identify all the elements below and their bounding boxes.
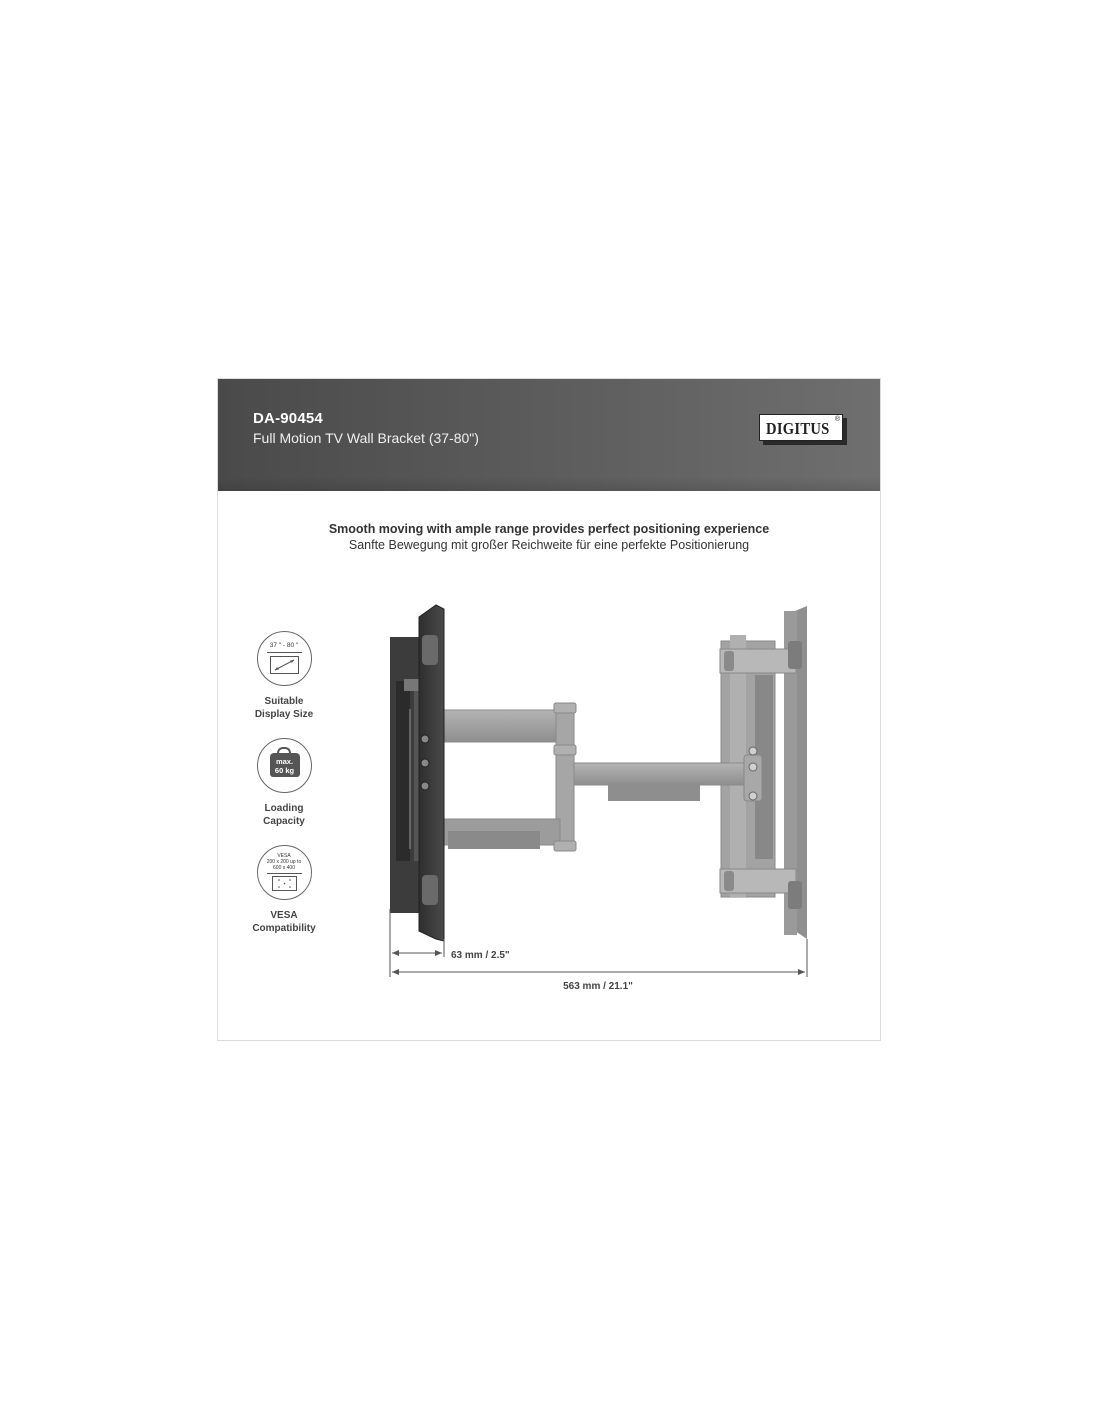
upper-arm: [440, 703, 576, 851]
loading-capacity-label-line1: Loading: [264, 803, 304, 814]
display-size-range: 37 " - 80 ": [269, 642, 299, 649]
vesa-icon-text-line2: 200 x 200 up to: [266, 859, 302, 865]
product-card: [217, 378, 881, 1041]
loading-capacity-label-line2: Capacity: [263, 816, 305, 827]
headline-english: Smooth moving with ample range provides perfect positioning experience: [328, 522, 770, 536]
logo-text: DIGITUS: [766, 419, 830, 438]
vesa-label-line2: Compatibility: [252, 923, 316, 934]
display-size-label-line1: Suitable: [264, 696, 304, 707]
weight-text-line1: max.: [275, 757, 294, 766]
weight-text-line2: 60 kg: [274, 766, 295, 775]
max-extension-label: 563 mm / 21.1": [563, 981, 633, 992]
product-title: Full Motion TV Wall Bracket (37-80"): [253, 430, 479, 446]
vesa-label-line1: VESA: [270, 910, 298, 921]
tv-plate: [390, 605, 444, 941]
registered-mark: ®: [834, 416, 840, 423]
display-size-label-line2: Display Size: [254, 709, 314, 720]
vesa-icon-text-line1: VESA: [277, 853, 291, 859]
dimension-lines: [390, 909, 807, 992]
bracket-drawing: [218, 379, 880, 1040]
headline-german: Sanfte Bewegung mit großer Reichweite für eine perfekte Positionierung: [348, 538, 750, 552]
model-number: DA-90454: [253, 410, 323, 427]
min-depth-label: 63 mm / 2.5": [451, 950, 510, 961]
vesa-icon-text-line3: 600 x 400: [273, 865, 295, 871]
